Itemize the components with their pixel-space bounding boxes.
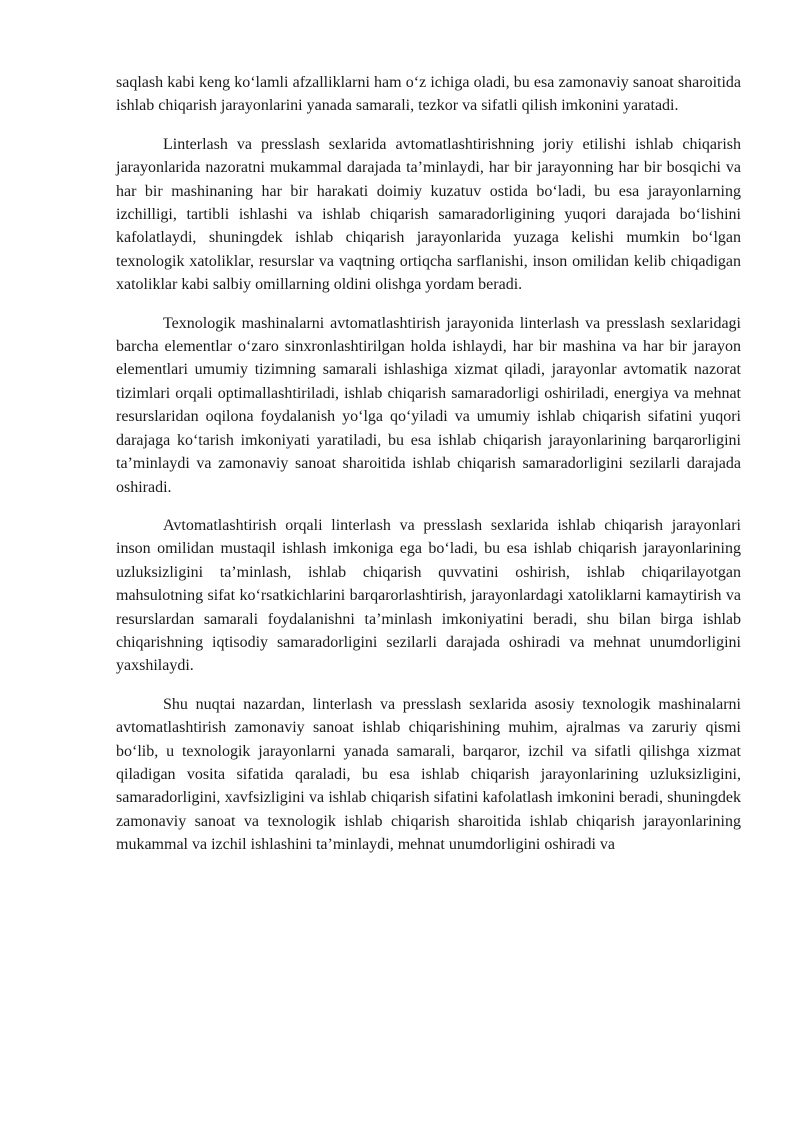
paragraph-technological-machines: Texnologik mashinalarni avtomatlashtirish jarayonida linterlash va presslash sexlaridagi barcha elementlar o‘zaro sinxronlashtirilgan holda ishlaydi, har bir mashina va har bir jarayon elementlari umumiy tizimning samarali ishlashiga xizmat qiladi, jarayonlar avtomatik nazorat tizimlari orqali optimallashtiriladi, ishlab chiqarish samaradorligi oshiriladi, energiya va mehnat resurslaridan oqilona foydalanish yo‘lga qo‘yiladi va umumiy ishlab chiqarish sifatini yuqori darajaga ko‘tarish imkoniyati yaratiladi, bu esa ishlab chiqarish jarayonlarining barqarorligini ta’minlaydi va zamonaviy sanoat sharoitida ishlab chiqarish samaradorligini sezilarli darajada oshiradi. <box>116 314 741 496</box>
paragraph-human-factor: Avtomatlashtirish orqali linterlash va presslash sexlarida ishlab chiqarish jarayonlari inson omilidan mustaqil ishlash imkoniga ega bo‘ladi, bu esa ishlab chiqarish jarayonlarining uzluksizligini ta’minlash, ishlab chiqarish quvvatini oshirish, ishlab chiqarilayotgan mahsulotning sifat ko‘rsatkichlarini barqarorlashtirish, jarayonlardagi xatoliklarni kamaytirish va resurslardan samarali foydalanishni ta’minlash imkoniyatini beradi, shu bilan birga ishlab chiqarishning iqtisodiy samaradorligini sezilarli darajada oshiradi va mehnat unumdorligini yaxshilaydi. <box>116 516 741 675</box>
paragraph-conclusion: Shu nuqtai nazardan, linterlash va presslash sexlarida asosiy texnologik mashinalarni avtomatlashtirish zamonaviy sanoat ishlab chiqarishining muhim, ajralmas va zaruriy qismi bo‘lib, u texnologik jarayonlarni yanada samarali, barqaror, izchil va sifatli qilishga xizmat qiladigan vosita sifatida qaraladi, bu esa ishlab chiqarish jarayonlarining uzluksizligini, samaradorligini, xavfsizligini va ishlab chiqarish sifatini kafolatlash imkonini beradi, shuningdek zamonaviy sanoat va texnologik ishlab chiqarish sharoitida ishlab chiqarish jarayonlarining mukammal va izchil ishlashini ta’minlaydi, mehnat unumdorligini oshiradi va <box>116 695 741 854</box>
paragraph-linterlash-automation: Linterlash va presslash sexlarida avtomatlashtirishning joriy etilishi ishlab chiqarish jarayonlarida nazoratni mukammal darajada ta’minlaydi, har bir jarayonning har bir bosqichi va har bir mashinaning har bir harakati doimiy kuzatuv ostida bo‘ladi, bu esa jarayonlarning izchilligi, tartibli ishlashi va ishlab chiqarish samaradorligining yuqori darajada bo‘lishini kafolatlaydi, shuningdek ishlab chiqarish jarayonlarida yuzaga kelishi mumkin bo‘lgan texnologik xatoliklar, resurslar va vaqtning ortiqcha sarflanishi, inson omilidan kelib chiqadigan xatoliklar kabi salbiy omillarning oldini olishga yordam beradi. <box>116 135 741 294</box>
document-page <box>116 71 741 872</box>
paragraph-continuation: saqlash kabi keng ko‘lamli afzalliklarni ham o‘z ichiga oladi, bu esa zamonaviy sanoat sharoitida ishlab chiqarish jarayonlarini yanada samarali, tezkor va sifatli qilish imkonini yaratadi. <box>116 74 741 115</box>
